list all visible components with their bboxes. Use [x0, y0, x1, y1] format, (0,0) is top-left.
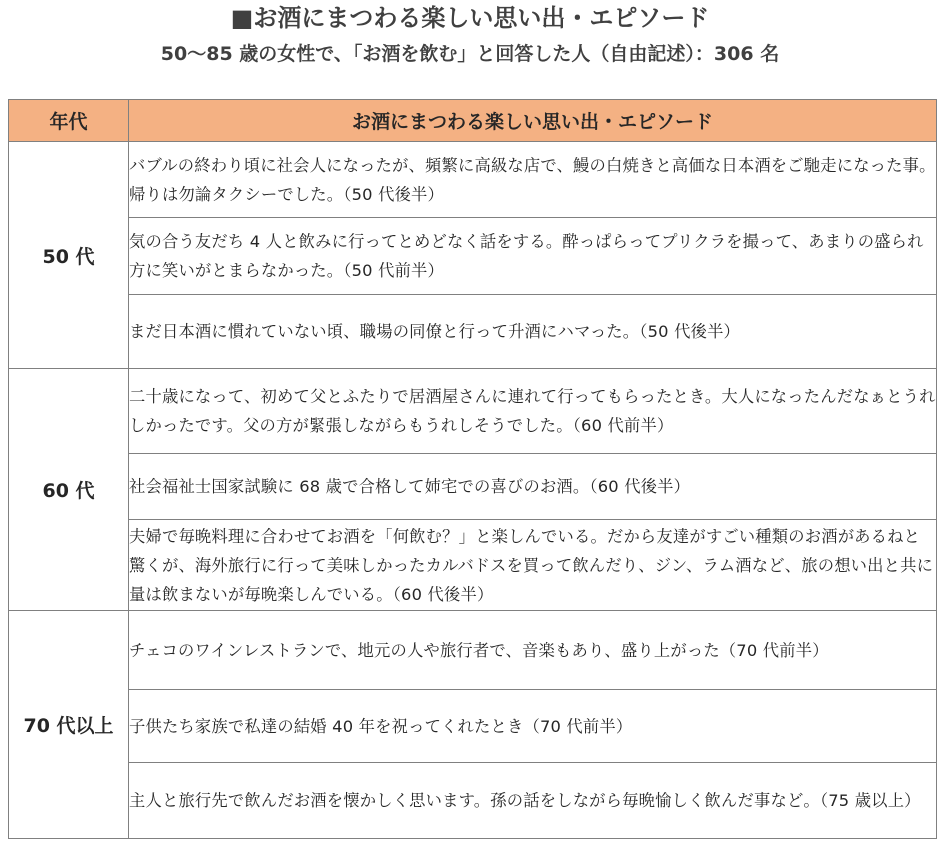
episode-cell: 子供たち家族で私達の結婚 40 年を祝ってくれたとき（70 代前半） — [129, 690, 937, 763]
table-row — [9, 690, 937, 763]
table-row — [9, 142, 937, 218]
column-header-age: 年代 — [9, 100, 129, 142]
episode-cell: 気の合う友だち 4 人と飲みに行ってとめどなく話をする。酔っぱらってプリクラを撮って、あまりの盛られ方に笑いがとまらなかった。（50 代前半） — [129, 218, 937, 295]
table-row — [9, 611, 937, 690]
age-group-cell: 70 代以上 — [9, 611, 129, 839]
episode-cell: まだ日本酒に慣れていない頃、職場の同僚と行って升酒にハマった。（50 代後半） — [129, 295, 937, 369]
column-header-episode: お酒にまつわる楽しい思い出・エピソード — [129, 100, 937, 142]
table-row — [9, 520, 937, 611]
episode-cell: 夫婦で毎晩料理に合わせてお酒を「何飲む？」と楽しんでいる。だから友達がすごい種類のお酒があるねと驚くが、海外旅行に行って美味しかったカルバドスを買って飲んだり、ジン、ラム酒など、旅の想い出と共に量は飲まないが毎晩楽しんでいる。（60 代後半） — [129, 520, 937, 611]
table-row — [9, 295, 937, 369]
episode-cell: 主人と旅行先で飲んだお酒を懐かしく思います。孫の話をしながら毎晩愉しく飲んだ事など。（75 歳以上） — [129, 763, 937, 839]
table-row — [9, 218, 937, 295]
table-row — [9, 369, 937, 454]
episode-cell: バブルの終わり頃に社会人になったが、頻繁に高級な店で、鰻の白焼きと高価な日本酒をご馳走になった事。帰りは勿論タクシーでした。（50 代後半） — [129, 142, 937, 218]
table-header-row — [9, 100, 937, 142]
table-row — [9, 454, 937, 520]
page-title: ■お酒にまつわる楽しい思い出・エピソード — [230, 4, 710, 32]
episode-cell: 二十歳になって、初めて父とふたりで居酒屋さんに連れて行ってもらったとき。大人になったんだなぁとうれしかったです。父の方が緊張しながらもうれしそうでした。（60 代前半） — [129, 369, 937, 454]
episodes-table — [8, 99, 937, 839]
episode-cell: 社会福祉士国家試験に 68 歳で合格して姉宅での喜びのお酒。（60 代後半） — [129, 454, 937, 520]
age-group-cell: 60 代 — [9, 369, 129, 611]
age-group-cell: 50 代 — [9, 142, 129, 369]
page-subtitle: 50～85 歳の女性で、「お酒を飲む」と回答した人（自由記述）：306 名 — [160, 43, 780, 65]
episode-cell: チェコのワインレストランで、地元の人や旅行者で、音楽もあり、盛り上がった（70 代前半） — [129, 611, 937, 690]
table-row — [9, 763, 937, 839]
